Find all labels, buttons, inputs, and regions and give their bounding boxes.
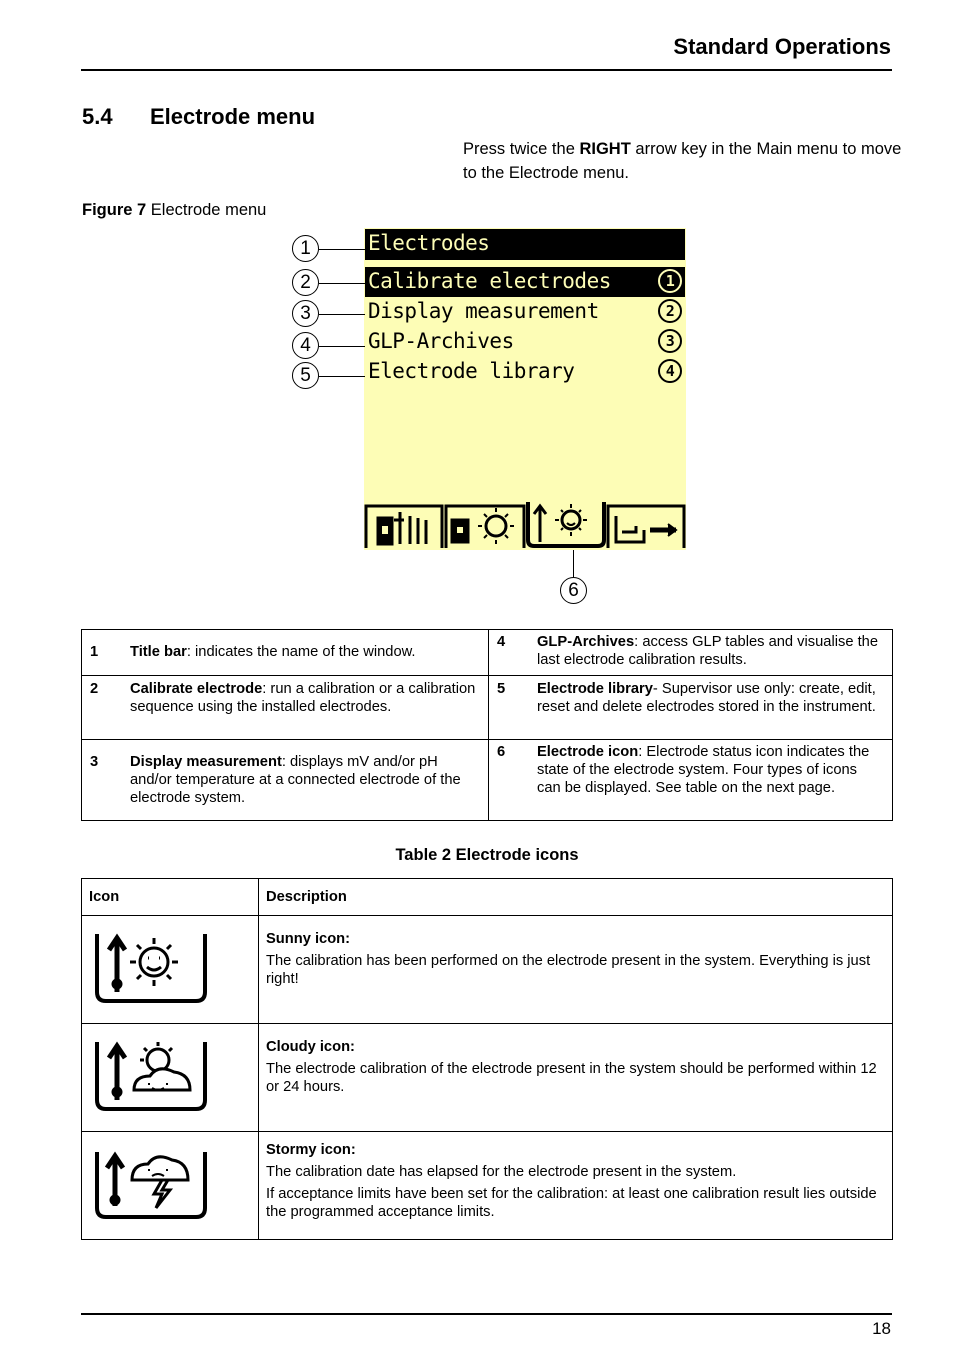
legend-separator: - [652, 681, 662, 697]
legend-cell [82, 740, 489, 821]
footer-rule [81, 1313, 892, 1315]
icon-title: Cloudy icon: [266, 1039, 355, 1055]
menu-item-label: Electrode library [368, 359, 575, 383]
legend-number: 5 [497, 681, 506, 697]
legend-term: Display measurement [130, 753, 282, 770]
callout-leader [319, 249, 365, 250]
legend-description: indicates the name of the window. [195, 644, 416, 660]
legend-number: 1 [90, 644, 99, 660]
callout-leader [319, 314, 365, 315]
running-header-title: Standard Operations [673, 34, 891, 59]
legend-separator: : [262, 681, 271, 697]
callout-3: 3 [292, 300, 319, 327]
callout-leader [319, 283, 365, 284]
sunny-electrode-icon [82, 916, 244, 1019]
icon-title: Stormy icon: [266, 1142, 356, 1158]
intro-paragraph [463, 137, 903, 185]
beaker-arrow-tab-icon[interactable] [608, 506, 684, 548]
intro-key-name: RIGHT [579, 140, 631, 158]
legend-term: Calibrate electrode [130, 681, 263, 697]
legend-cell [489, 676, 893, 740]
table-row [82, 740, 893, 821]
section-number: 5.4 [82, 104, 113, 129]
legend-description: Supervisor use only: create, edit, reset and delete electrodes stored in the instrument. [537, 681, 876, 715]
legend-number: 4 [497, 634, 506, 650]
legend-cell [82, 676, 489, 740]
callout-2: 2 [292, 269, 319, 296]
legend-description: Electrode status icon indicates the state of the electrode system. Four types of icons can be displayed. See table on the next page. [537, 744, 870, 796]
electrode-sunny-tab-icon[interactable] [528, 502, 604, 546]
header-rule [81, 69, 892, 71]
legend-cell [489, 630, 893, 676]
intro-text-before: Press twice the [463, 140, 580, 158]
figure-caption [82, 201, 266, 220]
menu-item-calibrate-electrodes[interactable] [365, 267, 685, 297]
screen-title-bar [365, 229, 685, 260]
column-header-description: Description [259, 879, 893, 916]
legend-term: Title bar [130, 644, 187, 660]
icon-cell [82, 916, 259, 1024]
legend-term: Electrode icon [537, 744, 639, 760]
legend-description: displays mV and/or pH and/or temperature at a connected electrode of the electrode system. [130, 753, 461, 806]
menu-item-number: 4 [658, 359, 682, 383]
menu-item-label: Calibrate electrodes [368, 269, 611, 293]
table-row [82, 676, 893, 740]
page-number: 18 [872, 1319, 891, 1338]
menu-item-electrode-library[interactable] [365, 357, 685, 387]
legend-description: run a calibration or a calibration sequence using the installed electrodes. [130, 681, 476, 715]
callout-leader [319, 376, 365, 377]
electrode-menu-screen [364, 228, 686, 550]
settings-tab-icon[interactable] [366, 506, 442, 548]
description-cell [259, 1132, 893, 1240]
figure-label: Figure 7 [82, 201, 147, 219]
icon-cell [82, 1024, 259, 1132]
figure-caption-text: Electrode menu [150, 201, 267, 219]
stormy-electrode-icon [82, 1132, 244, 1235]
legend-separator: : [638, 744, 647, 760]
electrode-icons-table [81, 878, 893, 1240]
legend-separator: : [281, 753, 291, 770]
menu-item-label: Display measurement [368, 299, 599, 323]
screen-tab-bar [364, 500, 686, 550]
intro-text-after: arrow key in the Main menu to move to the Electrode menu. [463, 140, 902, 182]
electrode-lock-sunny-tab-icon[interactable] [446, 506, 524, 548]
table-caption: Table 2 Electrode icons [395, 846, 579, 864]
icon-description: The calibration date has elapsed for the electrode present in the system. [266, 1164, 737, 1180]
legend-description: access GLP tables and visualise the last electrode calibration results. [537, 634, 878, 668]
table-row [82, 916, 893, 1024]
callout-4: 4 [292, 332, 319, 359]
legend-cell [82, 630, 489, 676]
legend-text [537, 680, 884, 716]
legend-term: GLP-Archives [537, 634, 635, 650]
legend-text [537, 743, 884, 797]
table-row [82, 1024, 893, 1132]
icon-title: Sunny icon: [266, 931, 351, 947]
section-title: Electrode menu [150, 104, 316, 129]
menu-item-number: 3 [658, 329, 682, 353]
legend-number: 6 [497, 744, 506, 760]
table-header-row [82, 879, 893, 916]
description-cell [259, 916, 893, 1024]
table-row [82, 630, 893, 676]
legend-term: Electrode library [537, 681, 653, 697]
menu-item-number: 2 [658, 299, 682, 323]
legend-text [537, 633, 884, 669]
column-header-icon: Icon [82, 879, 259, 916]
icon-cell [82, 1132, 259, 1240]
callout-leader [573, 550, 574, 577]
legend-number: 2 [90, 681, 99, 697]
legend-cell [489, 740, 893, 821]
menu-item-display-measurement[interactable] [365, 297, 685, 327]
table-row [82, 1132, 893, 1240]
menu-item-number: 1 [658, 269, 682, 293]
description-cell [259, 1024, 893, 1132]
legend-separator: : [634, 634, 643, 650]
cloudy-electrode-icon [82, 1024, 244, 1127]
figure-legend-table [81, 629, 893, 821]
legend-text [130, 643, 480, 661]
icon-description: The calibration has been performed on the electrode present in the system. Everything is just right! [266, 953, 871, 987]
legend-number: 3 [90, 753, 99, 770]
icon-description: If acceptance limits have been set for the calibration: at least one calibration result lies outside the programmed acceptance limits. [266, 1186, 877, 1220]
callout-leader [319, 346, 365, 347]
screen-title-text: Electrodes [368, 231, 490, 255]
icon-description: The electrode calibration of the electrode present in the system should be performed within 12 or 24 hours. [266, 1061, 877, 1095]
menu-item-label: GLP-Archives [368, 329, 514, 353]
menu-item-glp-archives[interactable] [365, 327, 685, 357]
callout-5: 5 [292, 362, 319, 389]
callout-6: 6 [560, 577, 587, 604]
callout-1: 1 [292, 235, 319, 262]
legend-text [130, 680, 480, 716]
legend-text [130, 753, 480, 807]
legend-separator: : [186, 644, 196, 660]
